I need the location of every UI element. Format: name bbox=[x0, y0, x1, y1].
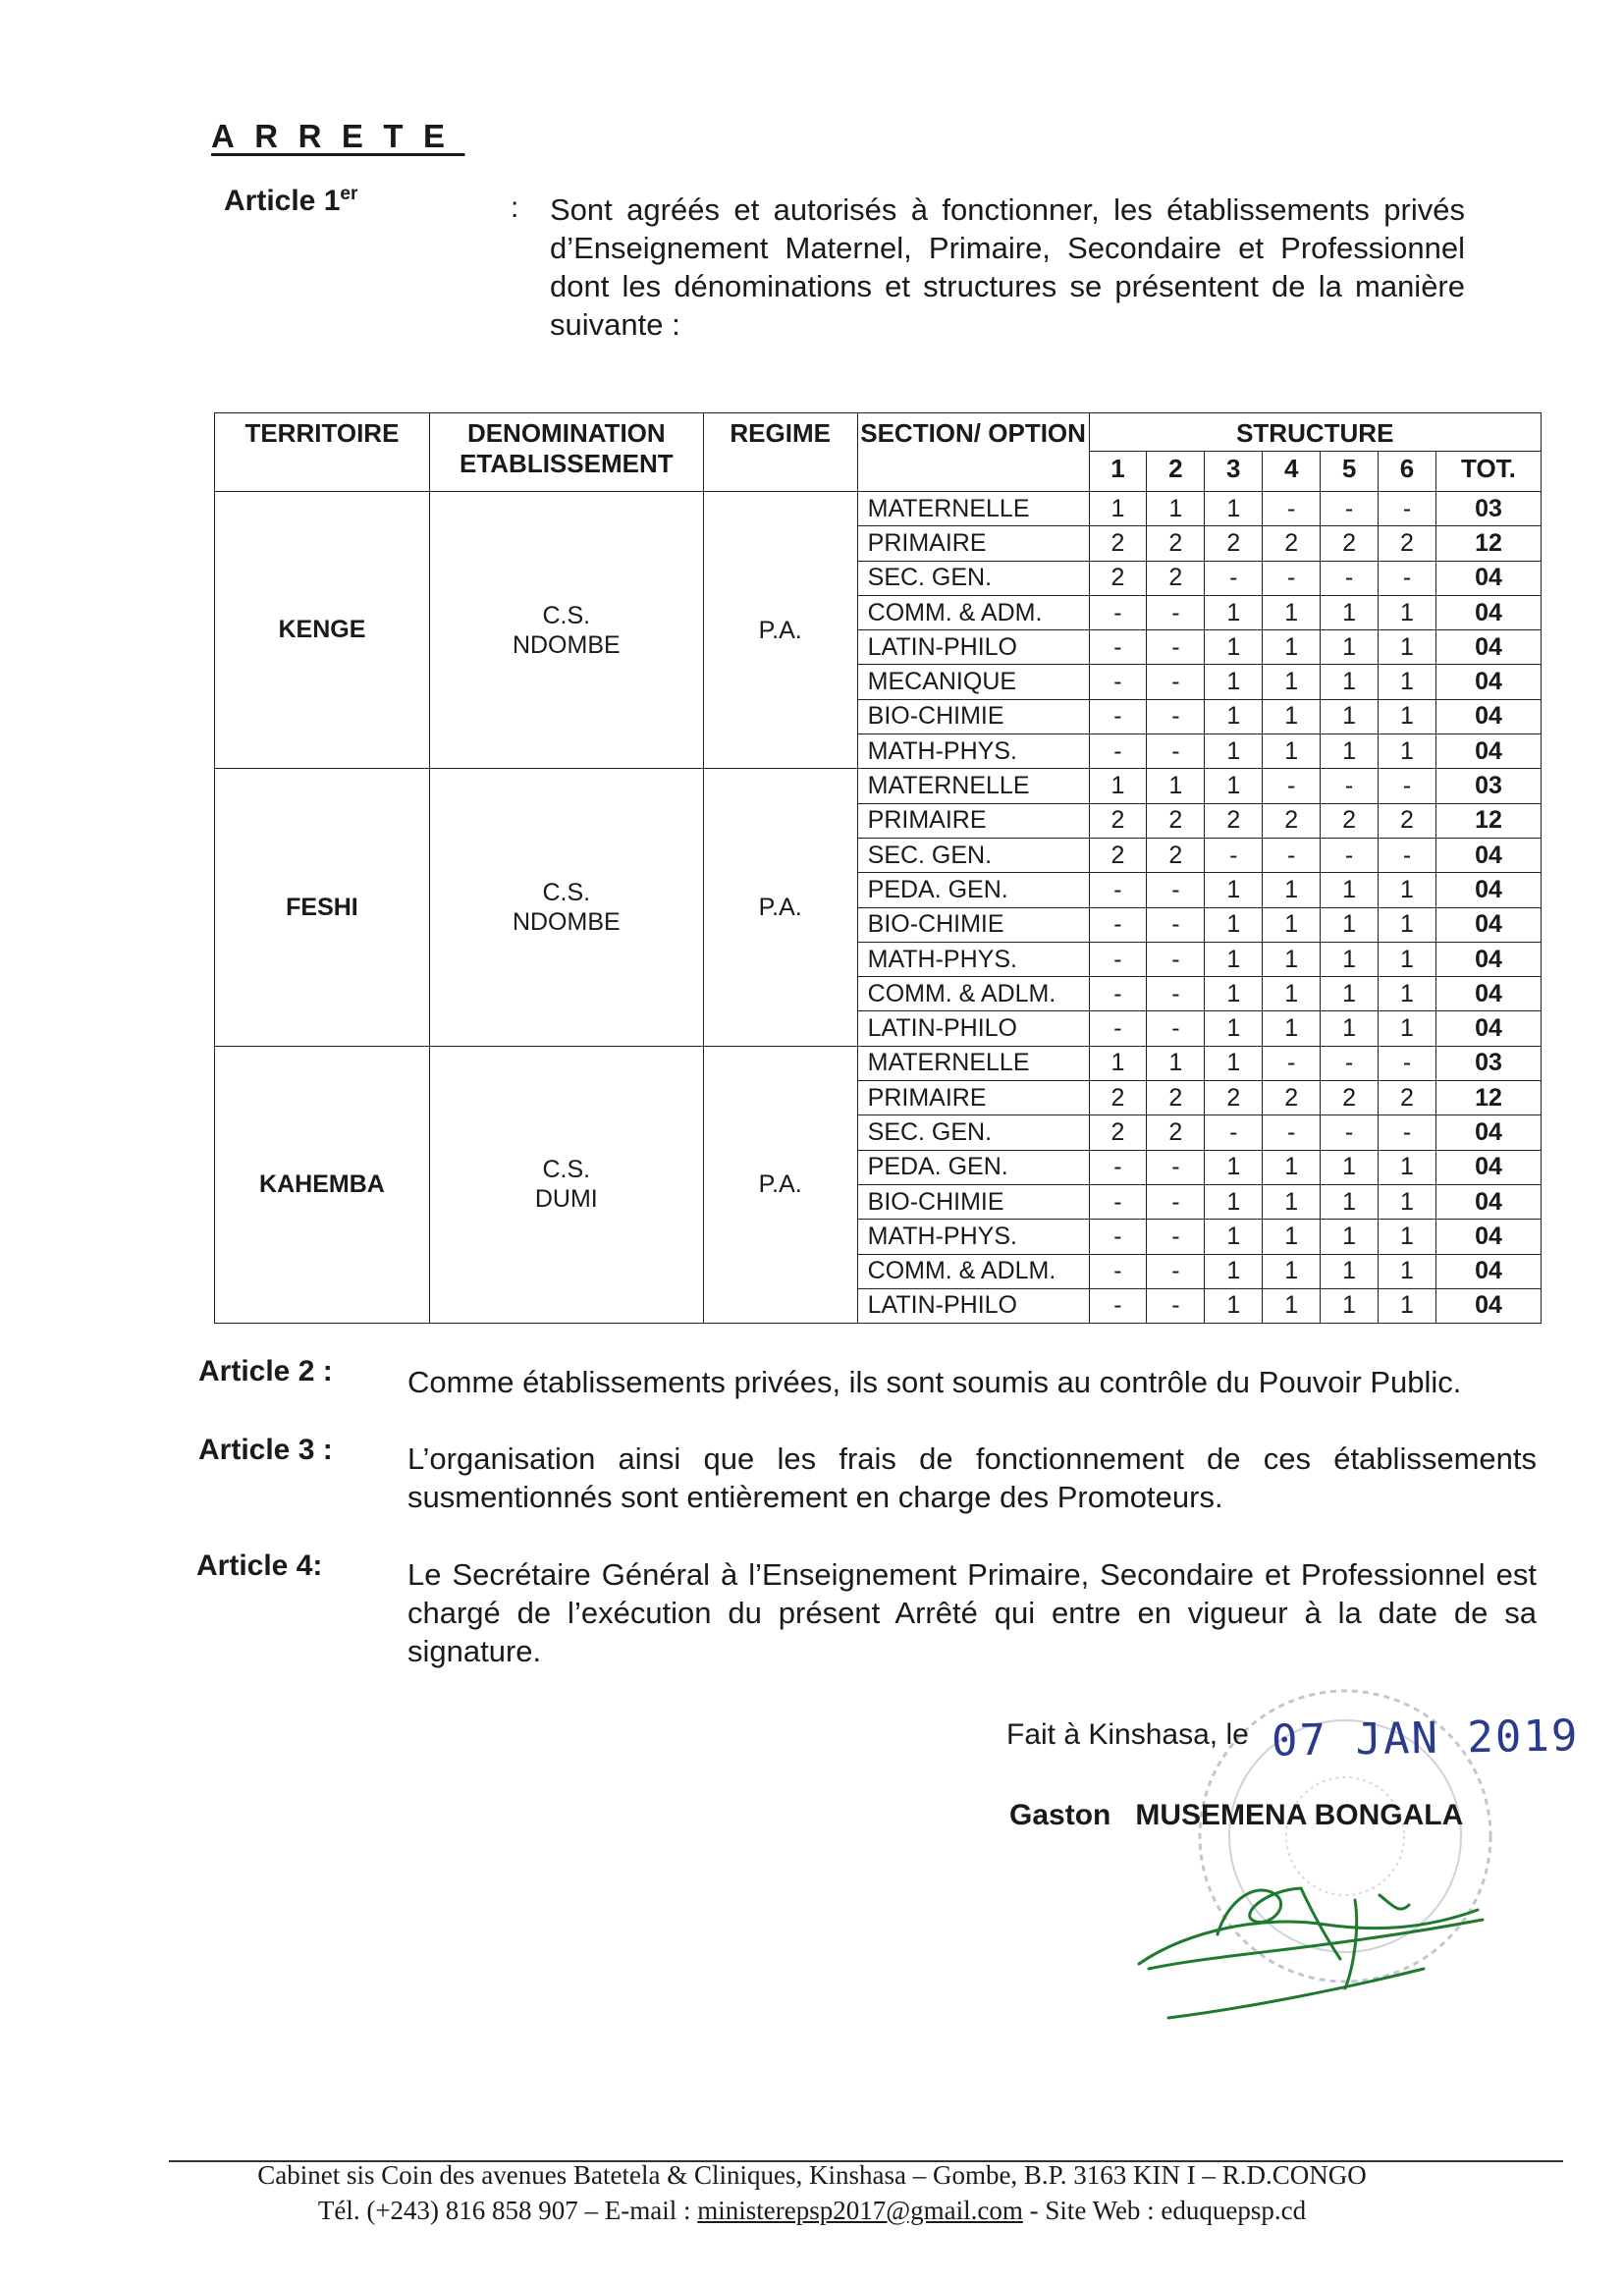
structure-value-cell: 1 bbox=[1263, 1254, 1321, 1288]
structure-value-cell: 1 bbox=[1379, 1011, 1436, 1046]
structure-value-cell: - bbox=[1089, 1220, 1147, 1254]
structure-value-cell: 1 bbox=[1205, 977, 1263, 1011]
structure-value-cell: - bbox=[1379, 1046, 1436, 1080]
structure-value-cell: - bbox=[1147, 734, 1205, 769]
structure-value-cell: 1 bbox=[1379, 1150, 1436, 1184]
total-cell: 04 bbox=[1435, 561, 1541, 595]
header-col-2: 2 bbox=[1147, 452, 1205, 492]
structure-value-cell: - bbox=[1379, 838, 1436, 872]
structure-value-cell: 2 bbox=[1089, 1115, 1147, 1150]
structure-value-cell: - bbox=[1147, 1288, 1205, 1323]
structure-value-cell: 2 bbox=[1321, 526, 1379, 561]
structure-value-cell: - bbox=[1321, 838, 1379, 872]
structure-value-cell: 1 bbox=[1089, 769, 1147, 803]
total-cell: 04 bbox=[1435, 907, 1541, 942]
structure-value-cell: - bbox=[1205, 1115, 1263, 1150]
structure-value-cell: - bbox=[1147, 665, 1205, 699]
handwritten-signature bbox=[1129, 1861, 1502, 2038]
structure-value-cell: 2 bbox=[1089, 561, 1147, 595]
structure-value-cell: 1 bbox=[1263, 1150, 1321, 1184]
structure-value-cell: 2 bbox=[1147, 803, 1205, 838]
structure-value-cell: 1 bbox=[1379, 734, 1436, 769]
structure-table bbox=[214, 412, 1542, 1324]
structure-value-cell: 1 bbox=[1205, 1288, 1263, 1323]
structure-value-cell: - bbox=[1147, 907, 1205, 942]
structure-value-cell: 1 bbox=[1205, 595, 1263, 629]
structure-value-cell: - bbox=[1263, 561, 1321, 595]
structure-value-cell: 2 bbox=[1147, 1081, 1205, 1115]
structure-value-cell: 1 bbox=[1379, 1288, 1436, 1323]
option-cell: COMM. & ADM. bbox=[857, 595, 1089, 629]
article-1-text: Sont agréés et autorisés à fonctionner, les établissements privés d’Enseignement Maternel, Primaire, Secondaire et Professionnel dont les dénominations et structures se présentent de la manière suivante : bbox=[550, 192, 1465, 342]
structure-value-cell: 1 bbox=[1321, 1288, 1379, 1323]
header-section: SECTION/ OPTION bbox=[857, 413, 1089, 492]
header-structure: STRUCTURE bbox=[1089, 413, 1541, 452]
total-cell: 04 bbox=[1435, 977, 1541, 1011]
structure-value-cell: - bbox=[1089, 734, 1147, 769]
article-1-label bbox=[224, 184, 357, 218]
territoire-cell: KENGE bbox=[215, 492, 430, 769]
structure-value-cell: - bbox=[1147, 1254, 1205, 1288]
total-cell: 04 bbox=[1435, 873, 1541, 907]
option-cell: PRIMAIRE bbox=[857, 803, 1089, 838]
header-col-4: 4 bbox=[1263, 452, 1321, 492]
structure-value-cell: - bbox=[1321, 769, 1379, 803]
structure-value-cell: 1 bbox=[1379, 699, 1436, 734]
structure-value-cell: 2 bbox=[1147, 561, 1205, 595]
article-3-label: Article 3 : bbox=[198, 1434, 333, 1466]
structure-value-cell: - bbox=[1321, 1115, 1379, 1150]
table-row bbox=[215, 1046, 1542, 1080]
signatory-last-name: MUSEMENA BONGALA bbox=[1135, 1799, 1464, 1831]
denomination-cell: C.S. NDOMBE bbox=[429, 492, 703, 769]
regime-cell: P.A. bbox=[703, 1046, 857, 1323]
structure-value-cell: 2 bbox=[1147, 838, 1205, 872]
regime-cell: P.A. bbox=[703, 769, 857, 1046]
structure-value-cell: 2 bbox=[1089, 803, 1147, 838]
structure-value-cell: - bbox=[1147, 595, 1205, 629]
territoire-cell: FESHI bbox=[215, 769, 430, 1046]
structure-value-cell: 2 bbox=[1321, 803, 1379, 838]
option-cell: SEC. GEN. bbox=[857, 1115, 1089, 1150]
structure-value-cell: - bbox=[1089, 907, 1147, 942]
option-cell: COMM. & ADLM. bbox=[857, 1254, 1089, 1288]
option-cell: BIO-CHIMIE bbox=[857, 907, 1089, 942]
structure-value-cell: 1 bbox=[1263, 873, 1321, 907]
date-stamp: 07 JAN 2019 bbox=[1271, 1711, 1580, 1767]
structure-value-cell: - bbox=[1263, 769, 1321, 803]
structure-value-cell: - bbox=[1089, 1184, 1147, 1219]
option-cell: PEDA. GEN. bbox=[857, 1150, 1089, 1184]
structure-value-cell: 1 bbox=[1147, 769, 1205, 803]
structure-table-body bbox=[215, 492, 1542, 1324]
article-1-colon: : bbox=[511, 191, 519, 224]
structure-value-cell: 1 bbox=[1205, 665, 1263, 699]
structure-value-cell: - bbox=[1089, 977, 1147, 1011]
header-col-1: 1 bbox=[1089, 452, 1147, 492]
total-cell: 04 bbox=[1435, 942, 1541, 976]
option-cell: MATERNELLE bbox=[857, 769, 1089, 803]
structure-value-cell: 1 bbox=[1205, 1254, 1263, 1288]
structure-value-cell: 1 bbox=[1205, 1220, 1263, 1254]
structure-value-cell: - bbox=[1147, 977, 1205, 1011]
structure-value-cell: 2 bbox=[1089, 1081, 1147, 1115]
total-cell: 04 bbox=[1435, 595, 1541, 629]
structure-value-cell: 1 bbox=[1379, 1184, 1436, 1219]
structure-value-cell: 2 bbox=[1263, 526, 1321, 561]
denomination-cell: C.S. DUMI bbox=[429, 1046, 703, 1323]
option-cell: MATH-PHYS. bbox=[857, 1220, 1089, 1254]
total-cell: 12 bbox=[1435, 803, 1541, 838]
denomination-cell: C.S. NDOMBE bbox=[429, 769, 703, 1046]
structure-value-cell: - bbox=[1205, 561, 1263, 595]
structure-value-cell: 1 bbox=[1205, 699, 1263, 734]
structure-value-cell: 1 bbox=[1205, 734, 1263, 769]
structure-value-cell: 1 bbox=[1263, 665, 1321, 699]
structure-value-cell: 1 bbox=[1379, 630, 1436, 665]
footer-address: Cabinet sis Coin des avenues Batetela & Cliniques, Kinshasa – Gombe, B.P. 3163 KIN I – R.D.CONGO bbox=[257, 2160, 1367, 2190]
structure-value-cell: - bbox=[1379, 492, 1436, 526]
option-cell: MECANIQUE bbox=[857, 665, 1089, 699]
structure-value-cell: 1 bbox=[1089, 492, 1147, 526]
structure-value-cell: - bbox=[1089, 1254, 1147, 1288]
article-3-text: L’organisation ainsi que les frais de fonctionnement de ces établissements susmentionnés sont entièrement en charge des Promoteurs. bbox=[407, 1441, 1537, 1514]
structure-value-cell: - bbox=[1263, 838, 1321, 872]
structure-value-cell: 1 bbox=[1205, 1011, 1263, 1046]
option-cell: MATERNELLE bbox=[857, 1046, 1089, 1080]
structure-value-cell: - bbox=[1263, 1115, 1321, 1150]
header-territoire: TERRITOIRE bbox=[215, 413, 430, 492]
structure-value-cell: 1 bbox=[1205, 630, 1263, 665]
header-denomination: DENOMINATION ETABLISSEMENT bbox=[429, 413, 703, 492]
total-cell: 03 bbox=[1435, 769, 1541, 803]
structure-value-cell: 1 bbox=[1263, 734, 1321, 769]
structure-value-cell: - bbox=[1089, 665, 1147, 699]
structure-value-cell: 1 bbox=[1263, 595, 1321, 629]
structure-value-cell: 1 bbox=[1321, 1254, 1379, 1288]
structure-value-cell: 1 bbox=[1205, 492, 1263, 526]
page-title: ARRETE bbox=[211, 118, 465, 154]
structure-value-cell: 1 bbox=[1147, 492, 1205, 526]
structure-value-cell: 1 bbox=[1321, 942, 1379, 976]
option-cell: MATH-PHYS. bbox=[857, 734, 1089, 769]
footer-email-link[interactable]: ministerepsp2017@gmail.com bbox=[697, 2196, 1023, 2225]
structure-value-cell: - bbox=[1147, 699, 1205, 734]
structure-value-cell: 1 bbox=[1379, 907, 1436, 942]
structure-value-cell: - bbox=[1379, 769, 1436, 803]
structure-value-cell: 2 bbox=[1205, 526, 1263, 561]
structure-value-cell: - bbox=[1321, 492, 1379, 526]
structure-value-cell: 1 bbox=[1379, 1254, 1436, 1288]
structure-value-cell: 1 bbox=[1263, 1184, 1321, 1219]
total-cell: 12 bbox=[1435, 1081, 1541, 1115]
structure-value-cell: 2 bbox=[1379, 1081, 1436, 1115]
footer-contact bbox=[0, 2196, 1624, 2226]
structure-value-cell: 1 bbox=[1205, 873, 1263, 907]
structure-value-cell: - bbox=[1089, 595, 1147, 629]
structure-value-cell: - bbox=[1089, 630, 1147, 665]
structure-value-cell: 1 bbox=[1263, 699, 1321, 734]
signatory-name bbox=[1009, 1799, 1463, 1832]
structure-value-cell: 1 bbox=[1321, 977, 1379, 1011]
structure-value-cell: 2 bbox=[1205, 1081, 1263, 1115]
structure-value-cell: - bbox=[1147, 1011, 1205, 1046]
structure-value-cell: 2 bbox=[1147, 1115, 1205, 1150]
total-cell: 04 bbox=[1435, 665, 1541, 699]
header-regime: REGIME bbox=[703, 413, 857, 492]
signature-place: Fait à Kinshasa, le bbox=[1006, 1718, 1249, 1751]
option-cell: BIO-CHIMIE bbox=[857, 699, 1089, 734]
structure-value-cell: 1 bbox=[1263, 907, 1321, 942]
structure-value-cell: 2 bbox=[1147, 526, 1205, 561]
structure-value-cell: 1 bbox=[1321, 873, 1379, 907]
structure-value-cell: 1 bbox=[1379, 977, 1436, 1011]
footer-website: - Site Web : eduquepsp.cd bbox=[1022, 2196, 1307, 2225]
article-4-label: Article 4: bbox=[196, 1549, 323, 1582]
structure-value-cell: - bbox=[1147, 942, 1205, 976]
table-row bbox=[215, 492, 1542, 526]
structure-value-cell: 1 bbox=[1321, 1011, 1379, 1046]
article-2-label: Article 2 : bbox=[198, 1355, 333, 1387]
option-cell: PEDA. GEN. bbox=[857, 873, 1089, 907]
total-cell: 04 bbox=[1435, 1011, 1541, 1046]
total-cell: 04 bbox=[1435, 1220, 1541, 1254]
structure-value-cell: 1 bbox=[1205, 1184, 1263, 1219]
structure-value-cell: 1 bbox=[1321, 1184, 1379, 1219]
structure-value-cell: 1 bbox=[1263, 1288, 1321, 1323]
structure-value-cell: 1 bbox=[1205, 942, 1263, 976]
structure-value-cell: - bbox=[1205, 838, 1263, 872]
structure-value-cell: 1 bbox=[1321, 1150, 1379, 1184]
structure-value-cell: - bbox=[1089, 1150, 1147, 1184]
structure-value-cell: - bbox=[1263, 492, 1321, 526]
total-cell: 12 bbox=[1435, 526, 1541, 561]
structure-value-cell: 1 bbox=[1321, 595, 1379, 629]
structure-value-cell: - bbox=[1147, 1150, 1205, 1184]
article-2-text: Comme établissements privées, ils sont soumis au contrôle du Pouvoir Public. bbox=[407, 1365, 1462, 1399]
structure-value-cell: - bbox=[1147, 1184, 1205, 1219]
structure-value-cell: 2 bbox=[1321, 1081, 1379, 1115]
total-cell: 04 bbox=[1435, 734, 1541, 769]
structure-value-cell: 1 bbox=[1205, 907, 1263, 942]
structure-value-cell: - bbox=[1321, 561, 1379, 595]
structure-value-cell: - bbox=[1147, 630, 1205, 665]
option-cell: BIO-CHIMIE bbox=[857, 1184, 1089, 1219]
structure-value-cell: 2 bbox=[1379, 526, 1436, 561]
total-cell: 04 bbox=[1435, 1254, 1541, 1288]
option-cell: LATIN-PHILO bbox=[857, 1011, 1089, 1046]
structure-value-cell: - bbox=[1089, 1288, 1147, 1323]
option-cell: PRIMAIRE bbox=[857, 1081, 1089, 1115]
structure-value-cell: 2 bbox=[1263, 1081, 1321, 1115]
option-cell: MATH-PHYS. bbox=[857, 942, 1089, 976]
article-1-label-text: Article 1 bbox=[224, 185, 341, 217]
total-cell: 04 bbox=[1435, 630, 1541, 665]
territoire-cell: KAHEMBA bbox=[215, 1046, 430, 1323]
option-cell: SEC. GEN. bbox=[857, 561, 1089, 595]
structure-value-cell: - bbox=[1147, 873, 1205, 907]
header-col-3: 3 bbox=[1205, 452, 1263, 492]
structure-value-cell: 1 bbox=[1263, 977, 1321, 1011]
structure-value-cell: - bbox=[1147, 1220, 1205, 1254]
structure-value-cell: 1 bbox=[1379, 942, 1436, 976]
structure-value-cell: - bbox=[1089, 1011, 1147, 1046]
structure-value-cell: 1 bbox=[1147, 1046, 1205, 1080]
structure-value-cell: 2 bbox=[1089, 526, 1147, 561]
structure-value-cell: 1 bbox=[1321, 630, 1379, 665]
structure-value-cell: 1 bbox=[1379, 595, 1436, 629]
structure-value-cell: 1 bbox=[1379, 1220, 1436, 1254]
total-cell: 03 bbox=[1435, 492, 1541, 526]
option-cell: SEC. GEN. bbox=[857, 838, 1089, 872]
structure-value-cell: 1 bbox=[1205, 1046, 1263, 1080]
article-1-label-sup: er bbox=[340, 184, 358, 204]
structure-value-cell: 1 bbox=[1379, 873, 1436, 907]
header-col-5: 5 bbox=[1321, 452, 1379, 492]
structure-value-cell: 2 bbox=[1089, 838, 1147, 872]
structure-value-cell: 2 bbox=[1263, 803, 1321, 838]
total-cell: 04 bbox=[1435, 1115, 1541, 1150]
total-cell: 04 bbox=[1435, 1288, 1541, 1323]
option-cell: LATIN-PHILO bbox=[857, 1288, 1089, 1323]
regime-cell: P.A. bbox=[703, 492, 857, 769]
structure-value-cell: - bbox=[1089, 873, 1147, 907]
structure-value-cell: 1 bbox=[1379, 665, 1436, 699]
total-cell: 04 bbox=[1435, 1184, 1541, 1219]
structure-value-cell: 1 bbox=[1205, 769, 1263, 803]
footer-phone: Tél. (+243) 816 858 907 – E-mail : bbox=[317, 2196, 698, 2225]
option-cell: PRIMAIRE bbox=[857, 526, 1089, 561]
table-row bbox=[215, 769, 1542, 803]
total-cell: 03 bbox=[1435, 1046, 1541, 1080]
structure-value-cell: 1 bbox=[1263, 1011, 1321, 1046]
structure-value-cell: 1 bbox=[1321, 907, 1379, 942]
structure-value-cell: 1 bbox=[1321, 734, 1379, 769]
option-cell: COMM. & ADLM. bbox=[857, 977, 1089, 1011]
total-cell: 04 bbox=[1435, 838, 1541, 872]
option-cell: LATIN-PHILO bbox=[857, 630, 1089, 665]
option-cell: MATERNELLE bbox=[857, 492, 1089, 526]
structure-value-cell: - bbox=[1089, 942, 1147, 976]
structure-value-cell: - bbox=[1379, 561, 1436, 595]
article-4-text: Le Secrétaire Général à l’Enseignement Primaire, Secondaire et Professionnel est chargé de l’exécution du présent Arrêté qui entre en vigueur à la date de sa signature. bbox=[407, 1557, 1537, 1668]
structure-value-cell: 2 bbox=[1379, 803, 1436, 838]
structure-value-cell: 1 bbox=[1263, 1220, 1321, 1254]
structure-value-cell: 1 bbox=[1263, 942, 1321, 976]
structure-value-cell: 1 bbox=[1321, 1220, 1379, 1254]
total-cell: 04 bbox=[1435, 699, 1541, 734]
header-col-tot: TOT. bbox=[1435, 452, 1541, 492]
structure-value-cell: 1 bbox=[1089, 1046, 1147, 1080]
table-header-row bbox=[215, 413, 1542, 452]
structure-value-cell: - bbox=[1263, 1046, 1321, 1080]
structure-value-cell: - bbox=[1089, 699, 1147, 734]
structure-value-cell: - bbox=[1379, 1115, 1436, 1150]
structure-value-cell: 1 bbox=[1205, 1150, 1263, 1184]
header-col-6: 6 bbox=[1379, 452, 1436, 492]
structure-value-cell: 1 bbox=[1321, 665, 1379, 699]
total-cell: 04 bbox=[1435, 1150, 1541, 1184]
signatory-first-name: Gaston bbox=[1009, 1799, 1111, 1831]
structure-value-cell: 2 bbox=[1205, 803, 1263, 838]
structure-value-cell: - bbox=[1321, 1046, 1379, 1080]
structure-value-cell: 1 bbox=[1321, 699, 1379, 734]
structure-value-cell: 1 bbox=[1263, 630, 1321, 665]
